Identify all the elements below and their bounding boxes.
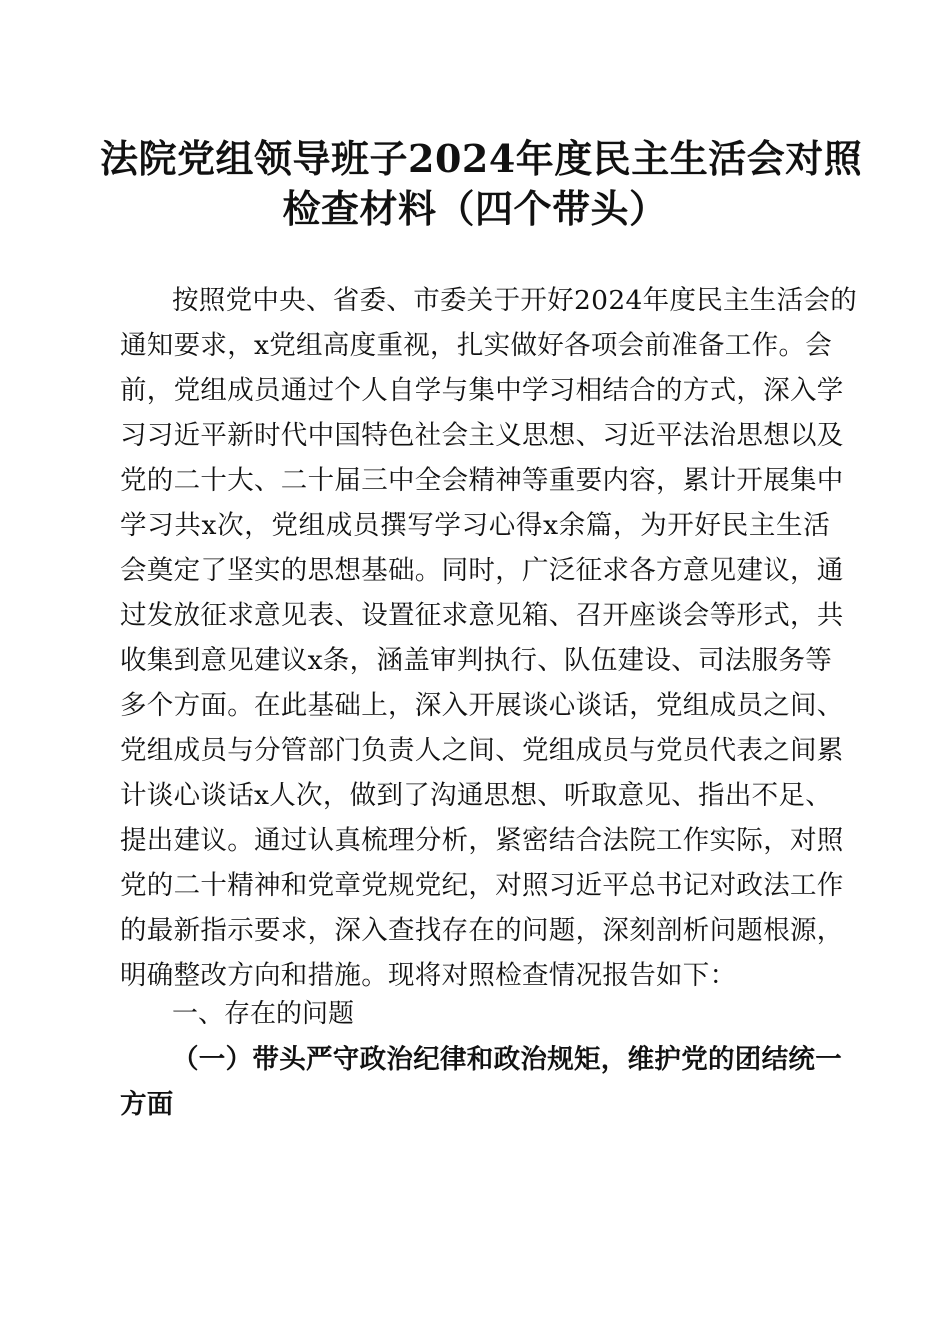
intro-line: 计谈心谈话x人次，做到了沟通思想、听取意见、指出不足、	[120, 780, 833, 811]
intro-line: 多个方面。在此基础上，深入开展谈心谈话，党组成员之间、	[120, 690, 844, 721]
intro-line: 收集到意见建议x条，涵盖审判执行、队伍建设、司法服务等	[120, 645, 833, 676]
section-heading: 一、存在的问题	[172, 999, 355, 1029]
subsection-heading-line: 方面	[120, 1089, 174, 1120]
intro-line: 明确整改方向和措施。现将对照检查情况报告如下：	[120, 960, 737, 991]
intro-line: 党组成员与分管部门负责人之间、党组成员与党员代表之间累	[120, 735, 844, 766]
intro-line: 习习近平新时代中国特色社会主义思想、习近平法治思想以及	[120, 420, 844, 451]
intro-line: 过发放征求意见表、设置征求意见箱、召开座谈会等形式，共	[120, 600, 844, 631]
document-title-line: 检查材料（四个带头）	[282, 186, 668, 231]
document-title	[100, 134, 863, 234]
document-title-line: 法院党组领导班子2024年度民主生活会对照	[100, 136, 863, 181]
intro-line: 提出建议。通过认真梳理分析，紧密结合法院工作实际，对照	[120, 825, 844, 856]
intro-paragraph	[120, 278, 858, 998]
intro-line: 通知要求，x党组高度重视，扎实做好各项会前准备工作。会	[120, 330, 833, 361]
intro-line: 前，党组成员通过个人自学与集中学习相结合的方式，深入学	[120, 375, 844, 406]
intro-line: 会奠定了坚实的思想基础。同时，广泛征求各方意见建议，通	[120, 555, 844, 586]
subsection-heading	[120, 1037, 842, 1127]
intro-line: 学习共x次，党组成员撰写学习心得x余篇，为开好民主生活	[120, 510, 830, 541]
intro-line: 按照党中央、省委、市委关于开好2024年度民主生活会的	[172, 285, 858, 316]
subsection-heading-line: （一）带头严守政治纪律和政治规矩，维护党的团结统一	[172, 1044, 842, 1075]
intro-line: 党的二十精神和党章党规党纪，对照习近平总书记对政法工作	[120, 870, 844, 901]
intro-line: 的最新指示要求，深入查找存在的问题，深刻剖析问题根源，	[120, 915, 844, 946]
intro-line: 党的二十大、二十届三中全会精神等重要内容，累计开展集中	[120, 465, 844, 496]
